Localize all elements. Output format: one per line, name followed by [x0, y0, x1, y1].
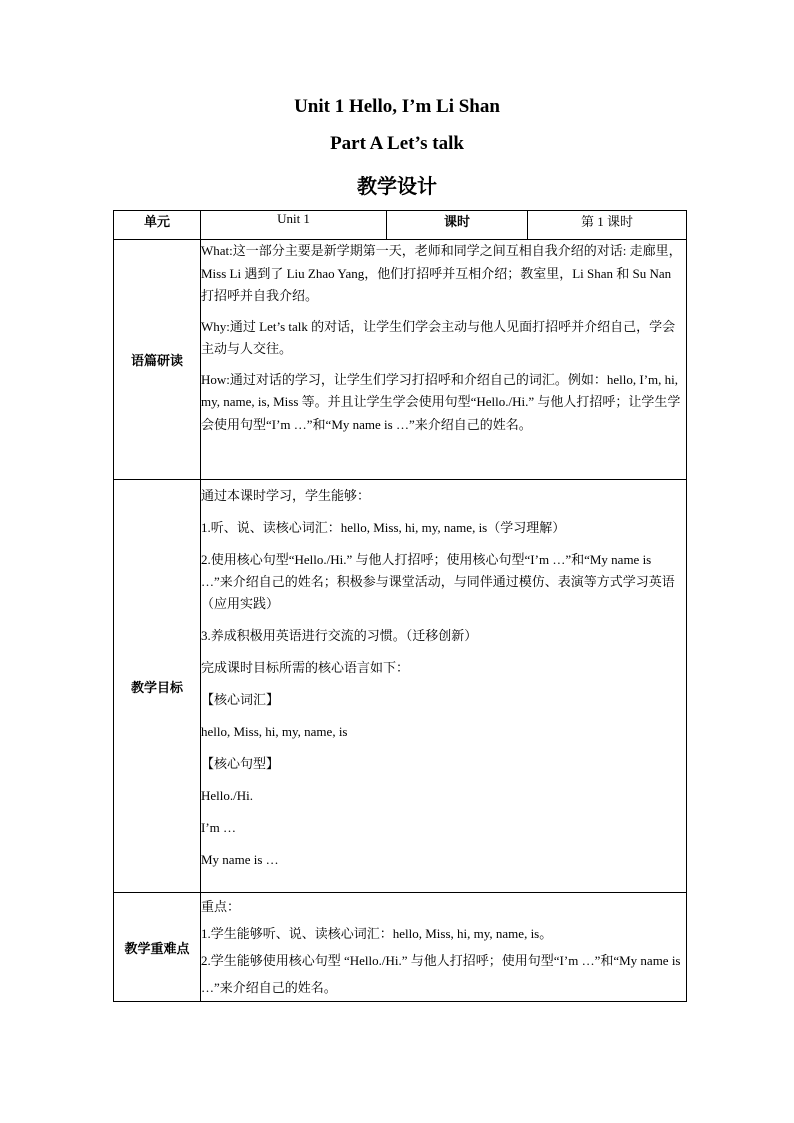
goals-label: 教学目标	[114, 480, 201, 893]
key-points-heading: 重点：	[201, 899, 241, 914]
goal-3: 3.养成积极用英语进行交流的习惯。（迁移创新）	[201, 628, 478, 643]
core-language-intro: 完成课时目标所需的核心语言如下：	[201, 660, 410, 675]
key-point-2: 2.学生能够使用核心句型 “Hello./Hi.” 与他人打招呼；使用句型“I’m …”和“My name is …”来介绍自己的姓名。	[201, 953, 681, 995]
key-points-label: 教学重难点	[114, 893, 201, 1002]
goals-row	[114, 480, 687, 893]
core-sentence-1: Hello./Hi.	[201, 788, 253, 803]
unit-value: Unit 1	[201, 211, 387, 240]
document-subtitle: Part A Let’s talk	[330, 133, 464, 154]
analysis-label: 语篇研读	[114, 240, 201, 480]
analysis-content	[201, 240, 687, 480]
period-value: 第 1 课时	[528, 211, 687, 240]
core-vocab: hello, Miss, hi, my, name, is	[201, 724, 348, 739]
goal-1: 1.听、说、读核心词汇：hello, Miss, hi, my, name, is（学习理解）	[201, 520, 566, 535]
document-title: Unit 1 Hello, I’m Li Shan	[294, 96, 500, 117]
analysis-why: Why:通过 Let’s talk 的对话，让学生们学会主动与他人见面打招呼并介绍自己，学会主动与人交往。	[201, 318, 676, 356]
analysis-how: How:通过对话的学习，让学生们学习打招呼和介绍自己的词汇。例如：hello, I’m, hi, my, name, is, Miss 等。并且让学生学会使用句型“Hello./Hi.” 与他人打招呼；让学生学会使用句型“I’m …”和“My name is …”来介绍自己的姓名。	[201, 371, 681, 432]
core-sentence-heading: 【核心句型】	[201, 756, 280, 771]
key-points-row	[114, 893, 687, 1002]
unit-label: 单元	[114, 211, 201, 240]
key-points-content	[201, 893, 687, 1002]
key-point-1: 1.学生能够听、说、读核心词汇：hello, Miss, hi, my, name, is。	[201, 926, 553, 941]
analysis-what: What:这一部分主要是新学期第一天，老师和同学之间互相自我介绍的对话: 走廊里，Miss Li 遇到了 Liu Zhao Yang，他们打招呼并互相介绍；教室里，Li Shan 和 Su Nan 打招呼并自我介绍。	[201, 243, 682, 303]
core-sentence-2: I’m …	[201, 820, 237, 835]
table-header-row	[114, 211, 687, 240]
goals-content	[201, 480, 687, 893]
goals-intro: 通过本课时学习，学生能够：	[201, 488, 371, 503]
document-type-heading: 教学设计	[357, 174, 437, 198]
core-sentence-3: My name is …	[201, 852, 279, 867]
goal-2: 2.使用核心句型“Hello./Hi.” 与他人打招呼；使用核心句型“I’m …”和“My name is …”来介绍自己的姓名；积极参与课堂活动，与同伴通过模仿、表演等方式学习英语（应用实践）	[201, 552, 675, 611]
core-vocab-heading: 【核心词汇】	[201, 692, 280, 707]
lesson-plan-table	[113, 210, 687, 1002]
period-label: 课时	[387, 211, 528, 240]
analysis-row	[114, 240, 687, 480]
